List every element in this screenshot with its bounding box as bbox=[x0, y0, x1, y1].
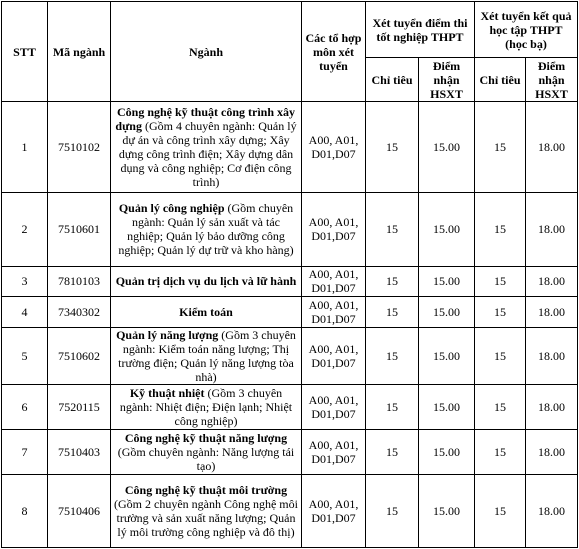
row-code: 7510406 bbox=[48, 474, 111, 547]
header-diem-nhan-thpt: Điểm nhận HSXT bbox=[419, 58, 475, 102]
header-group-hocba: Xét tuyển kết quả học tập THPT (học bạ) bbox=[475, 2, 578, 58]
row-combo: A00, A01, D01,D07 bbox=[302, 193, 366, 266]
row-quota-thpt: 15 bbox=[366, 430, 419, 475]
row-stt: 2 bbox=[2, 193, 48, 266]
major-name: Kỹ thuật nhiệt bbox=[129, 386, 205, 401]
row-score-hocba: 18.00 bbox=[526, 266, 578, 296]
row-score-hocba: 18.00 bbox=[526, 474, 578, 547]
major-name: Kiểm toán bbox=[179, 304, 233, 319]
table-row bbox=[2, 193, 578, 266]
row-quota-hocba: 15 bbox=[475, 266, 526, 296]
row-quota-thpt: 15 bbox=[366, 385, 419, 430]
header-chi-tieu-hocba: Chỉ tiêu bbox=[475, 58, 526, 102]
row-code: 7340302 bbox=[48, 297, 111, 327]
row-quota-thpt: 15 bbox=[366, 297, 419, 327]
table-row bbox=[2, 474, 578, 547]
row-quota-hocba: 15 bbox=[475, 193, 526, 266]
major-name: Công nghệ kỹ thuật công trình xây dựng bbox=[115, 105, 296, 134]
row-stt: 4 bbox=[2, 297, 48, 327]
row-code: 7510102 bbox=[48, 102, 111, 193]
row-stt: 8 bbox=[2, 474, 48, 547]
table-row bbox=[2, 102, 578, 193]
row-quota-hocba: 15 bbox=[475, 327, 526, 385]
row-major bbox=[111, 327, 302, 385]
row-major bbox=[111, 385, 302, 430]
major-name: Công nghệ kỹ thuật năng lượng bbox=[124, 430, 288, 445]
row-quota-hocba: 15 bbox=[475, 430, 526, 475]
header-ma-nganh: Mã ngành bbox=[48, 2, 111, 102]
row-score-thpt: 15.00 bbox=[419, 385, 475, 430]
row-quota-hocba: 15 bbox=[475, 102, 526, 193]
row-quota-thpt: 15 bbox=[366, 102, 419, 193]
row-score-thpt: 15.00 bbox=[419, 266, 475, 296]
row-combo: A00, A01, D01,D07 bbox=[302, 385, 366, 430]
row-stt: 1 bbox=[2, 102, 48, 193]
row-combo: A00, A01, D01,D07 bbox=[302, 297, 366, 327]
row-code: 7510403 bbox=[48, 430, 111, 475]
major-detail: (Gồm 3 chuyên ngành: Kiểm toán năng lượng; Thị trường điện; Quản lý năng lượng tòa nhà) bbox=[118, 327, 296, 384]
header-stt: STT bbox=[2, 2, 48, 102]
table-row bbox=[2, 430, 578, 475]
header-diem-nhan-hocba: Điểm nhận HSXT bbox=[526, 58, 578, 102]
header-chi-tieu-thpt: Chỉ tiêu bbox=[366, 58, 419, 102]
major-name: Công nghệ kỹ thuật môi trường bbox=[124, 482, 288, 497]
row-score-hocba: 18.00 bbox=[526, 297, 578, 327]
row-quota-thpt: 15 bbox=[366, 266, 419, 296]
row-stt: 7 bbox=[2, 430, 48, 475]
row-stt: 3 bbox=[2, 266, 48, 296]
major-detail: (Gồm chuyên ngành: Năng lượng tái tạo) bbox=[117, 444, 295, 473]
table-row bbox=[2, 266, 578, 296]
row-score-thpt: 15.00 bbox=[419, 430, 475, 475]
header-group-thpt: Xét tuyển điểm thi tốt nghiệp THPT bbox=[366, 2, 475, 58]
row-score-hocba: 18.00 bbox=[526, 430, 578, 475]
major-detail: (Gồm 2 chuyên ngành Công nghệ môi trường và sản xuất năng lượng; Quản lý môi trường công nghiệp và đô thị) bbox=[114, 496, 298, 539]
row-code: 7810103 bbox=[48, 266, 111, 296]
row-combo: A00, A01, D01,D07 bbox=[302, 266, 366, 296]
row-major bbox=[111, 430, 302, 475]
row-combo: A00, A01, D01,D07 bbox=[302, 327, 366, 385]
major-detail: (Gồm 4 chuyên ngành: Quản lý dự án và công trình xây dựng; Xây dựng công trình điện; Xây dựng dân dụng và công nghiệp; Cơ điện công trình) bbox=[118, 119, 297, 190]
table-row bbox=[2, 385, 578, 430]
header-to-hop: Các tổ hợp môn xét tuyển bbox=[302, 2, 366, 102]
row-quota-hocba: 15 bbox=[475, 474, 526, 547]
row-combo: A00, A01, D01,D07 bbox=[302, 474, 366, 547]
table-row bbox=[2, 327, 578, 385]
row-quota-thpt: 15 bbox=[366, 327, 419, 385]
row-score-thpt: 15.00 bbox=[419, 297, 475, 327]
major-name: Quản trị dịch vụ du lịch và lữ hành bbox=[115, 274, 297, 289]
row-combo: A00, A01, D01,D07 bbox=[302, 430, 366, 475]
major-name: Quản lý công nghiệp bbox=[118, 201, 225, 216]
row-stt: 6 bbox=[2, 385, 48, 430]
row-major bbox=[111, 193, 302, 266]
row-quota-thpt: 15 bbox=[366, 193, 419, 266]
row-score-thpt: 15.00 bbox=[419, 327, 475, 385]
row-code: 7510602 bbox=[48, 327, 111, 385]
row-stt: 5 bbox=[2, 327, 48, 385]
row-combo: A00, A01, D01,D07 bbox=[302, 102, 366, 193]
row-score-hocba: 18.00 bbox=[526, 102, 578, 193]
row-quota-thpt: 15 bbox=[366, 474, 419, 547]
row-score-thpt: 15.00 bbox=[419, 474, 475, 547]
row-score-hocba: 18.00 bbox=[526, 327, 578, 385]
row-major bbox=[111, 474, 302, 547]
major-name: Quản lý năng lượng bbox=[116, 327, 219, 342]
admission-table bbox=[1, 1, 578, 548]
row-code: 7510601 bbox=[48, 193, 111, 266]
major-detail: (Gồm 3 chuyên ngành: Nhiệt điện; Điện lạnh; Nhiệt công nghiệp) bbox=[119, 386, 293, 429]
header-nganh: Ngành bbox=[111, 2, 302, 102]
table-body bbox=[2, 102, 578, 548]
row-major bbox=[111, 102, 302, 193]
row-major bbox=[111, 266, 302, 296]
header-row bbox=[2, 2, 578, 58]
row-code: 7520115 bbox=[48, 385, 111, 430]
row-quota-hocba: 15 bbox=[475, 297, 526, 327]
row-major bbox=[111, 297, 302, 327]
row-quota-hocba: 15 bbox=[475, 385, 526, 430]
row-score-thpt: 15.00 bbox=[419, 193, 475, 266]
major-detail: (Gồm chuyên ngành: Quản lý sản xuất và tác nghiệp; Quản lý bảo dưỡng công nghiệp; Quản lý dự trữ và kho hàng) bbox=[118, 201, 294, 258]
row-score-hocba: 18.00 bbox=[526, 193, 578, 266]
row-score-thpt: 15.00 bbox=[419, 102, 475, 193]
table-row bbox=[2, 297, 578, 327]
row-score-hocba: 18.00 bbox=[526, 385, 578, 430]
